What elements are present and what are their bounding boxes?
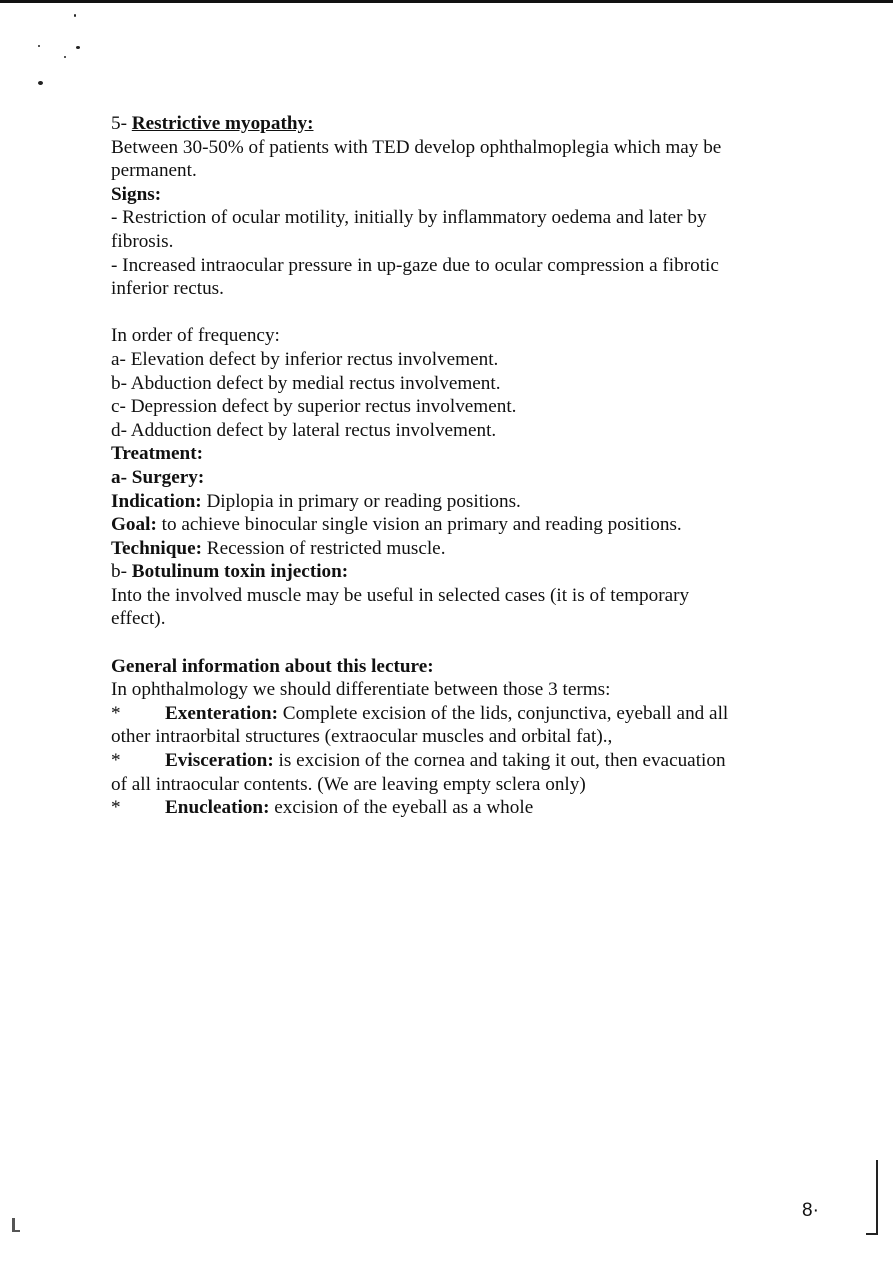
general-intro: In ophthalmology we should differentiate between those 3 terms:: [111, 679, 611, 701]
scan-top-border: [0, 0, 893, 3]
scan-edge-mark: [866, 1233, 878, 1235]
indication-line: [111, 490, 781, 514]
scan-speck: [74, 14, 76, 17]
technique-line: [111, 537, 781, 561]
botulinum-prefix: b-: [111, 561, 132, 583]
surgery-heading: a- Surgery:: [111, 466, 205, 488]
frequency-item: a- Elevation defect by inferior rectus involvement.: [111, 348, 499, 370]
treatment-heading: Treatment:: [111, 443, 203, 465]
section-number: 5-: [111, 113, 127, 134]
scan-speck: [64, 56, 66, 58]
indication-text: Diplopia in primary or reading positions.: [201, 490, 521, 512]
scan-speck: [38, 45, 40, 47]
term-evisceration: [111, 749, 781, 773]
frequency-item: c- Depression defect by superior rectus involvement.: [111, 396, 517, 418]
frequency-item: b- Abduction defect by medial rectus involvement.: [111, 372, 501, 394]
term-exenteration: [111, 702, 781, 726]
document-body: [111, 112, 781, 820]
goal-label: Goal:: [111, 514, 157, 536]
term-continuation: other intraorbital structures (extraocular muscles and orbital fat).,: [111, 726, 613, 748]
term-text: Complete excision of the lids, conjunctiva, eyeball and all: [277, 702, 729, 724]
spacer: [111, 631, 781, 655]
signs-line: inferior rectus.: [111, 278, 224, 300]
scan-corner-mark: [12, 1230, 20, 1232]
general-heading: General information about this lecture:: [111, 655, 434, 677]
signs-line: fibrosis.: [111, 230, 174, 252]
section-title: Restrictive myopathy:: [131, 113, 314, 134]
term-continuation: of all intraocular contents. (We are leaving empty sclera only): [111, 773, 586, 795]
goal-text: to achieve binocular single vision an primary and reading positions.: [156, 514, 682, 536]
frequency-item: d- Adduction defect by lateral rectus involvement.: [111, 419, 497, 441]
bullet-star-icon: *: [111, 702, 121, 724]
goal-line: [111, 513, 781, 537]
scan-speck: [76, 46, 80, 49]
bullet-star-icon: *: [111, 797, 121, 819]
signs-line: - Restriction of ocular motility, initially by inflammatory oedema and later by: [111, 207, 707, 229]
scan-speck: [38, 81, 43, 85]
term-label: Evisceration:: [165, 750, 274, 772]
term-label: Enucleation:: [165, 797, 270, 819]
page-number: 8·: [802, 1200, 819, 1221]
botulinum-line: Into the involved muscle may be useful in selected cases (it is of temporary: [111, 584, 690, 606]
frequency-heading: In order of frequency:: [111, 325, 280, 347]
indication-label: Indication:: [111, 490, 202, 512]
intro-line: permanent.: [111, 160, 197, 182]
intro-line: Between 30-50% of patients with TED develop ophthalmoplegia which may be: [111, 136, 722, 158]
scan-edge-mark: [876, 1160, 878, 1235]
term-label: Exenteration:: [165, 702, 278, 724]
botulinum-line: effect).: [111, 608, 166, 630]
section-heading: [111, 112, 781, 136]
technique-text: Recession of restricted muscle.: [202, 537, 446, 559]
spacer: [111, 301, 781, 325]
term-text: is excision of the cornea and taking it out, then evacuation: [273, 750, 726, 772]
term-enucleation: [111, 796, 781, 820]
botulinum-heading-line: [111, 560, 781, 584]
signs-heading: Signs:: [111, 183, 162, 205]
technique-label: Technique:: [111, 537, 202, 559]
term-text: excision of the eyeball as a whole: [269, 797, 534, 819]
signs-line: - Increased intraocular pressure in up-gaze due to ocular compression a fibrotic: [111, 254, 719, 276]
botulinum-heading: Botulinum toxin injection:: [131, 561, 349, 583]
bullet-star-icon: *: [111, 750, 121, 772]
